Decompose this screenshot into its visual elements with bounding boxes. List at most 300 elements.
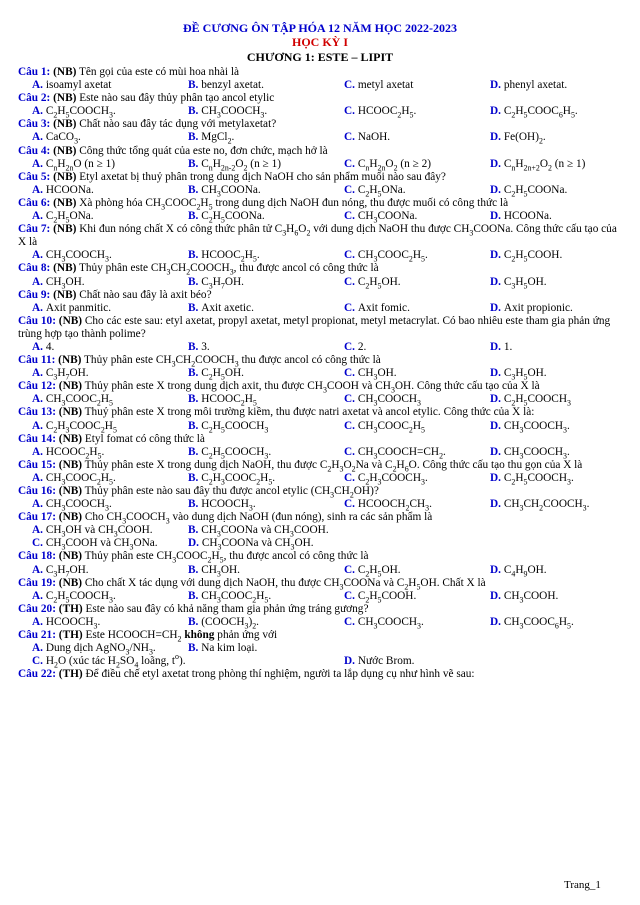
answer-option-a[interactable] (18, 158, 188, 171)
question-number: Câu 3: (18, 118, 51, 131)
option-letter: D. (490, 367, 504, 380)
answer-option-b[interactable] (188, 472, 344, 485)
question-number: Câu 11: (18, 354, 56, 367)
option-letter: D. (490, 498, 504, 511)
option-text: Axit axetic. (201, 301, 254, 314)
answer-option-a[interactable] (18, 79, 188, 92)
answer-option-d[interactable] (490, 302, 618, 315)
answer-option-c[interactable] (344, 249, 490, 262)
answer-option-a[interactable] (18, 498, 188, 511)
option-letter: B. (188, 563, 202, 576)
option-text: $C_2H_5COOCH_3$. (45, 589, 116, 604)
question (18, 315, 618, 354)
option-text: 2. (357, 340, 367, 353)
option-text: $C_2H_5COOCH_3$ (503, 393, 571, 408)
question-number: Câu 2: (18, 92, 51, 105)
option-letter: A. (32, 79, 46, 92)
option-letter: C. (344, 301, 358, 314)
option-text: $C_2H_5COONa$. (201, 210, 265, 225)
option-letter: B. (188, 183, 202, 196)
answer-option-a[interactable] (18, 616, 188, 629)
option-text: HCOONa. (503, 210, 552, 223)
question-stem (18, 66, 618, 79)
option-text: $CH_3OH$ và $CH_3COOH$. (45, 524, 153, 539)
answer-option-d[interactable] (490, 446, 618, 459)
option-text: $CH_3COOC_2H_5$. (45, 471, 116, 487)
option-text: $H_2O$ (xúc tác $H_2SO_4$ loãng, $t^o$). (45, 652, 186, 670)
answer-option-a[interactable] (18, 105, 188, 118)
option-letter: A. (32, 105, 46, 118)
question-stem (18, 459, 618, 472)
option-text: $CH_3COOC_2H_5$. (201, 589, 272, 604)
option-letter: C. (344, 183, 358, 196)
option-text: $CH_3COOCH_3$. (357, 615, 424, 631)
option-letter: D. (490, 589, 504, 602)
answer-option-a[interactable] (18, 446, 188, 459)
option-text: CaCO$_3$. (45, 131, 81, 146)
question (18, 629, 618, 668)
question-text: Cho các este sau: etyl axetat, propyl axetat, metyl propionat, metyl metacrylat. Có bao nhiêu este tham gia phản ứng trùng hợp tạo thành polime? (18, 314, 611, 340)
option-text: $C_2H_5ONa$. (45, 210, 94, 225)
difficulty-level: (NB) (55, 550, 83, 563)
answer-option-d[interactable] (490, 616, 618, 629)
answer-option-b[interactable] (188, 341, 344, 354)
answer-option-a[interactable] (18, 642, 188, 655)
question-text: Cho chất X tác dụng với dung dịch NaOH, thu được $CH_3COONa$ và $C_2H_5OH$. Chất X là (82, 576, 486, 591)
option-text: Na kim loại. (201, 642, 258, 655)
question (18, 406, 618, 432)
option-text: $C_2H_5COOCH_3$. (45, 105, 116, 120)
option-text: $C_nH_{2n-2}O_2$ (n ≥ 1) (201, 157, 281, 172)
option-letter: C. (344, 393, 358, 406)
option-letter: D. (490, 183, 504, 196)
answer-option-a[interactable] (18, 564, 188, 577)
option-letter: A. (32, 249, 46, 262)
option-text: $CH_3COOCH_3$. (45, 498, 112, 513)
question (18, 289, 618, 315)
semester-title: HỌC KỲ I (291, 35, 348, 49)
option-letter: D. (490, 393, 504, 406)
question-text: Este nào sau đây có khả năng tham gia phản ứng tráng gương? (82, 602, 369, 615)
answer-option-d[interactable] (490, 131, 618, 144)
answer-option-d[interactable] (490, 472, 618, 485)
chapter-title: CHƯƠNG 1: ESTE – LIPIT (246, 50, 394, 64)
option-text: $CH_3OH$. (357, 367, 397, 382)
answer-option-a[interactable] (18, 367, 188, 380)
difficulty-level: (NB) (50, 144, 77, 157)
option-letter: C. (344, 498, 358, 511)
option-letter: C. (344, 157, 358, 170)
question-text: Este $HCOOCH=CH_2$ không phản ứng với (82, 629, 278, 644)
question-number: Câu 19: (18, 576, 56, 589)
option-letter: B. (188, 615, 202, 628)
option-text: $C_2H_5COOCH_3$. (503, 471, 574, 487)
option-text: $CH_3COONa$ và $CH_3OH$. (201, 537, 314, 552)
answer-option-c[interactable] (344, 616, 490, 629)
option-letter: D. (490, 249, 504, 262)
option-letter: D. (490, 131, 504, 144)
option-text: $C_2H_3COOC_2H_5$. (201, 471, 276, 487)
question-text: Thủy phân este X trong dung dịch axit, thu được $CH_3COOH$ và $CH_3OH$. Công thức cấu tạo của X là (82, 380, 540, 395)
question (18, 459, 618, 485)
answer-option-c[interactable] (344, 131, 490, 144)
answer-option-b[interactable] (188, 367, 344, 380)
answer-option-d[interactable] (344, 655, 472, 668)
option-text: $CH_3COOH$. (503, 589, 559, 604)
answer-option-c[interactable] (344, 367, 490, 380)
option-letter: B. (188, 275, 202, 288)
answer-option-d[interactable] (490, 249, 618, 262)
question-stem (18, 289, 618, 302)
option-text: 1. (503, 340, 513, 353)
question (18, 262, 618, 288)
difficulty-level: (NB) (50, 262, 77, 275)
answer-option-c[interactable] (18, 652, 344, 670)
answer-option-a[interactable] (18, 131, 188, 144)
option-text: $CH_3COOCH_3$. (201, 105, 268, 120)
option-letter: B. (188, 367, 202, 380)
difficulty-level: (NB) (50, 170, 77, 183)
question (18, 668, 618, 681)
option-letter: A. (32, 524, 46, 537)
option-letter: B. (188, 498, 202, 511)
question-text: Cho $CH_3COOCH_3$ vào dung dịch NaOH (đun nóng), sinh ra các sản phẩm là (82, 511, 433, 526)
option-letter: A. (32, 131, 46, 144)
option-letter: A. (32, 419, 46, 432)
option-text: Dung dịch $AgNO_3/NH_3$. (45, 642, 156, 657)
answer-option-b[interactable] (188, 210, 344, 223)
option-text: $HCOOC_2H_5$ (201, 393, 257, 408)
question (18, 511, 618, 550)
option-text: Axit panmitic. (45, 301, 112, 314)
question-text: Thủy phân este $CH_3CH_2COOCH_3$ thu được ancol có công thức là (81, 354, 381, 369)
question-number: Câu 21: (18, 629, 56, 642)
answer-option-b[interactable] (188, 79, 344, 92)
difficulty-level: (NB) (55, 380, 83, 393)
answer-option-c[interactable] (18, 537, 188, 550)
question (18, 223, 618, 262)
option-letter: C. (344, 471, 358, 484)
document-title: ĐỀ CƯƠNG ÔN TẬP HÓA 12 NĂM HỌC 2022-2023 (182, 21, 457, 35)
difficulty-level: (NB) (55, 511, 83, 524)
question (18, 66, 618, 92)
answer-option-b[interactable] (188, 564, 344, 577)
answer-option-d[interactable] (490, 590, 618, 603)
question-text: Etyl axetat bị thuỷ phân trong dung dịch NaOH cho sản phẩm muối nào sau đây? (76, 170, 446, 183)
question-text: Thủy phân este nào sau đây thu được ancol etylic $(CH_3CH_2OH)$? (82, 485, 379, 500)
answer-option-b[interactable] (188, 131, 344, 144)
option-text: NaOH. (357, 131, 391, 144)
question-number: Câu 6: (18, 196, 51, 209)
question-number: Câu 8: (18, 262, 51, 275)
option-letter: C. (344, 249, 358, 262)
difficulty-level: (NB) (55, 406, 83, 419)
answer-option-a[interactable] (18, 472, 188, 485)
option-text: $HCOOCH_3$. (45, 615, 101, 631)
option-letter: B. (188, 301, 202, 314)
question-text: Tên gọi của este có mùi hoa nhài là (76, 66, 239, 78)
answer-option-d[interactable] (188, 537, 344, 550)
option-text: $C_3H_7OH$. (45, 563, 89, 578)
answer-option-a[interactable] (18, 420, 188, 433)
answer-option-a[interactable] (18, 524, 188, 537)
question (18, 354, 618, 380)
option-text: $C_2H_3COOC_2H_5$ (45, 419, 117, 434)
answer-option-d[interactable] (490, 393, 618, 406)
question-stem (18, 118, 618, 131)
answer-option-d[interactable] (490, 276, 618, 289)
difficulty-level: (TH) (55, 629, 83, 642)
question (18, 171, 618, 197)
answer-option-c[interactable] (344, 446, 490, 459)
option-text: metyl axetat (357, 79, 414, 92)
question (18, 145, 618, 171)
answer-option-c[interactable] (344, 158, 490, 171)
option-letter: D. (490, 301, 504, 314)
option-letter: C. (344, 445, 358, 458)
answer-option-b[interactable] (188, 524, 344, 537)
answer-option-a[interactable] (18, 249, 188, 262)
option-text: $C_3H_5OH$. (503, 367, 547, 382)
option-text: $CH_3COOH$ và $CH_3ONa$. (45, 537, 158, 552)
option-text: $CH_3COOC_2H_5$ (45, 393, 113, 408)
option-letter: A. (32, 340, 46, 353)
answer-option-b[interactable] (188, 276, 344, 289)
answer-option-d[interactable] (490, 158, 618, 171)
question-text: Thủy phân este $CH_3CH_2COOCH_3$, thu được ancol có công thức là (76, 262, 379, 277)
answer-option-a[interactable] (18, 341, 188, 354)
answer-option-d[interactable] (490, 184, 618, 197)
option-letter: A. (32, 589, 46, 602)
option-text: Nước Brom. (357, 655, 415, 668)
option-text: $C_2H_5COOCH_3$. (201, 445, 272, 460)
answer-option-a[interactable] (18, 302, 188, 315)
option-text: $C_nH_{2n+2}O_2$ (n ≥ 1) (503, 157, 586, 172)
answer-option-b[interactable] (188, 590, 344, 603)
answer-option-d[interactable] (490, 420, 618, 433)
option-text: $C_3H_5OH$. (503, 275, 547, 290)
answer-option-d[interactable] (490, 341, 618, 354)
answer-option-a[interactable] (18, 184, 188, 197)
answer-option-d[interactable] (490, 564, 618, 577)
option-letter: A. (32, 301, 46, 314)
answer-option-c[interactable] (344, 393, 490, 406)
answer-option-c[interactable] (344, 341, 490, 354)
answer-option-d[interactable] (490, 210, 618, 223)
option-letter: C. (344, 210, 358, 223)
question-stem (18, 629, 618, 642)
question-number: Câu 13: (18, 406, 56, 419)
question (18, 603, 618, 629)
option-text: $(COOCH_3)_2$. (201, 615, 259, 631)
difficulty-level: (NB) (55, 354, 82, 367)
answer-option-d[interactable] (490, 498, 618, 511)
option-letter: C. (344, 367, 358, 380)
answer-option-d[interactable] (490, 367, 618, 380)
answer-option-c[interactable] (344, 420, 490, 433)
option-letter: A. (32, 642, 46, 655)
question-number: Câu 20: (18, 602, 56, 615)
question-stem (18, 603, 618, 616)
answer-option-b[interactable] (188, 393, 344, 406)
option-text: $C_2H_5OH$. (357, 563, 401, 578)
question-text: Công thức tổng quát của este no, đơn chức, mạch hở là (76, 144, 328, 157)
question-number: Câu 4: (18, 144, 51, 157)
question-number: Câu 15: (18, 458, 56, 471)
option-letter: D. (490, 105, 504, 118)
question-number: Câu 1: (18, 66, 51, 78)
option-text: $CH_3OH$. (201, 563, 240, 578)
option-text: $CH_3COOCH_3$. (503, 445, 570, 460)
answer-option-d[interactable] (490, 105, 618, 118)
answer-option-b[interactable] (188, 642, 490, 655)
question-text: Etyl fomat có công thức là (82, 432, 205, 445)
question-number: Câu 17: (18, 511, 56, 524)
question-number: Câu 16: (18, 485, 56, 497)
option-text: $CH_3COOCH_3$. (45, 249, 112, 264)
answer-option-b[interactable] (188, 616, 344, 629)
answer-option-c[interactable] (344, 79, 490, 92)
question-stem (18, 354, 618, 367)
answer-option-c[interactable] (344, 302, 490, 315)
option-text: $CH_3COOC_6H_5$. (503, 615, 574, 631)
option-letter: C. (344, 589, 358, 602)
option-letter: A. (32, 615, 46, 628)
option-letter: A. (32, 471, 46, 484)
answer-option-c[interactable] (344, 210, 490, 223)
question-list (18, 66, 618, 681)
difficulty-level: (NB) (55, 314, 83, 327)
option-letter: B. (188, 524, 202, 537)
question (18, 92, 618, 118)
question-stem (18, 406, 618, 419)
option-letter: D. (490, 210, 504, 223)
option-letter: B. (188, 419, 202, 432)
answer-option-b[interactable] (188, 184, 344, 197)
question-text: Chất nào sau đây là axit béo? (76, 288, 212, 301)
option-text: $Fe(OH)_2$. (503, 131, 546, 146)
question-number: Câu 7: (18, 223, 51, 236)
answer-option-d[interactable] (490, 79, 618, 92)
answer-option-c[interactable] (344, 105, 490, 118)
option-letter: C. (32, 537, 46, 550)
difficulty-level: (NB) (50, 288, 77, 301)
option-text: $CH_3CH_2COOCH_3$. (503, 498, 590, 513)
question-stem (18, 433, 618, 446)
option-text: $CH_3OH$. (45, 275, 85, 290)
option-text: Axit fomic. (357, 301, 410, 314)
option-letter: B. (188, 393, 202, 406)
option-text: $C_2H_5OH$. (357, 275, 401, 290)
option-letter: D. (490, 157, 504, 170)
answer-option-b[interactable] (188, 446, 344, 459)
option-text: $CH_3COOCH_3$. (503, 419, 570, 434)
option-letter: D. (490, 615, 504, 628)
question-stem (18, 485, 618, 498)
question-stem (18, 145, 618, 158)
question-stem (18, 171, 618, 184)
answer-option-c[interactable] (344, 498, 490, 511)
answer-option-c[interactable] (344, 564, 490, 577)
answer-option-a[interactable] (18, 276, 188, 289)
option-text: $HCOOC_2H_5$. (45, 445, 105, 460)
question-stem (18, 197, 618, 210)
difficulty-level: (NB) (55, 458, 83, 471)
question-text: Xà phòng hóa $CH_3COOC_2H_5$ trong dung dịch NaOH đun nóng, thu được muối có công thức là (76, 196, 509, 212)
option-text: MgCl$_2$. (201, 131, 235, 146)
answer-option-b[interactable] (188, 420, 344, 433)
option-text: $HCOOC_2H_5$. (201, 249, 260, 264)
answer-option-a[interactable] (18, 590, 188, 603)
difficulty-level: (NB) (50, 223, 77, 236)
question-stem (18, 577, 618, 590)
option-letter: D. (344, 655, 358, 668)
answer-option-b[interactable] (188, 498, 344, 511)
answer-option-c[interactable] (344, 184, 490, 197)
question-number: Câu 12: (18, 380, 56, 393)
option-text: $CH_3COOC_2H_5$ (357, 419, 425, 434)
question (18, 485, 618, 511)
option-text: $CH_3COONa$. (357, 210, 418, 225)
answer-option-c[interactable] (344, 472, 490, 485)
option-text: $C_2H_3COOCH_3$. (357, 471, 428, 487)
answer-option-b[interactable] (188, 158, 344, 171)
option-text: 4. (45, 340, 55, 353)
answer-option-a[interactable] (18, 210, 188, 223)
option-letter: A. (32, 210, 46, 223)
option-text: 3. (201, 340, 210, 353)
question-stem (18, 262, 618, 275)
answer-option-c[interactable] (344, 590, 490, 603)
option-letter: A. (32, 275, 46, 288)
difficulty-level: (NB) (50, 92, 77, 105)
difficulty-level: (TH) (55, 602, 83, 615)
option-letter: B. (188, 445, 202, 458)
answer-option-c[interactable] (344, 276, 490, 289)
question (18, 577, 618, 603)
option-letter: D. (490, 445, 504, 458)
option-letter: D. (490, 419, 504, 432)
option-letter: B. (188, 131, 202, 144)
option-letter: D. (490, 79, 504, 92)
difficulty-level: (NB) (55, 485, 83, 497)
option-letter: B. (188, 157, 202, 170)
option-text: $C_nH_{2n}O$ (n ≥ 1) (45, 157, 116, 172)
option-letter: C. (344, 615, 358, 628)
option-letter: B. (188, 79, 202, 92)
answer-option-b[interactable] (188, 105, 344, 118)
option-text: $C_2H_5COONa$. (503, 183, 568, 199)
answer-option-b[interactable] (188, 302, 344, 315)
option-text: $HCOOCH_3$. (201, 498, 256, 513)
option-text: $C_4H_9OH$. (503, 563, 547, 578)
option-text: $CH_3COONa$ và $CH_3COOH$. (201, 524, 329, 539)
option-text: $C_nH_{2n}O_2$ (n ≥ 2) (357, 157, 432, 172)
option-text: $C_2H_5COOH$. (357, 589, 417, 604)
option-letter: C. (344, 105, 358, 118)
option-letter: C. (344, 563, 358, 576)
option-text: $CH_3COOC_2H_5$. (357, 249, 428, 264)
question-text: Chất nào sau đây tác dụng với metylaxetat? (76, 118, 277, 131)
answer-option-a[interactable] (18, 393, 188, 406)
option-text: $CH_3COONa$. (201, 183, 261, 199)
question-stem (18, 223, 618, 249)
page-number: Trang_1 (564, 879, 601, 891)
option-letter: D. (188, 537, 202, 550)
option-letter: B. (188, 340, 202, 353)
answer-option-b[interactable] (188, 249, 344, 262)
question-stem (18, 92, 618, 105)
